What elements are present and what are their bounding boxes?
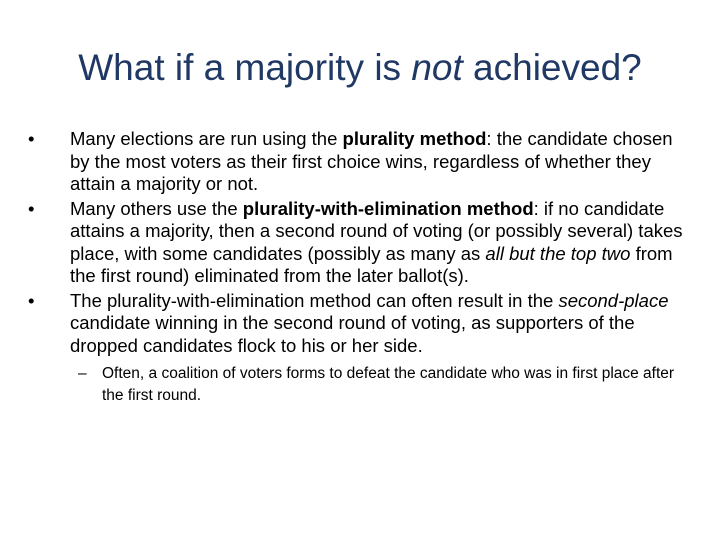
bullet-text: Many elections are run using the xyxy=(70,128,343,149)
bullet-marker: • xyxy=(28,197,35,219)
bullet-plurality-method xyxy=(28,128,688,196)
bullet-text: The plurality-with-elimination method can often result in the xyxy=(70,289,559,311)
bullet-text: : the candidate chosen by the most voters as their first choice wins, regardless of whether they attain a majority or not. xyxy=(70,128,673,194)
title-text-part2: achieved? xyxy=(462,47,642,88)
bullet-marker: • xyxy=(28,128,35,149)
title-text-part1: What if a majority is xyxy=(78,47,412,88)
bullet-italic-term: second-place xyxy=(558,289,669,311)
bullet-italic-term: all but the top two xyxy=(485,242,631,264)
slide-title xyxy=(0,44,720,92)
sub-bullet-marker: – xyxy=(78,365,87,382)
bullet-text: from the first round) eliminated from the later ballot(s). xyxy=(70,242,673,286)
bullet-second-place-result xyxy=(28,290,688,358)
bullet-bold-term: plurality-with-elimination method xyxy=(242,197,534,219)
bullet-plurality-with-elimination xyxy=(28,198,688,288)
bullet-text: : if no candidate attains a majority, then a second round of voting (or possibly several) takes place, with some candidates (possibly as many as xyxy=(70,197,683,264)
slide-body xyxy=(28,128,688,406)
title-emphasis: not xyxy=(411,47,463,88)
sub-bullet-coalition xyxy=(28,363,688,406)
bullet-text: candidate winning in the second round of voting, as supporters of the dropped candidates flock to his or her side. xyxy=(70,312,635,356)
bullet-marker: • xyxy=(28,289,35,311)
bullet-bold-term: plurality method xyxy=(342,128,487,149)
sub-bullet-text: Often, a coalition of voters forms to defeat the candidate who was in first place after the first round. xyxy=(102,365,675,404)
bullet-text: Many others use the xyxy=(70,197,243,219)
